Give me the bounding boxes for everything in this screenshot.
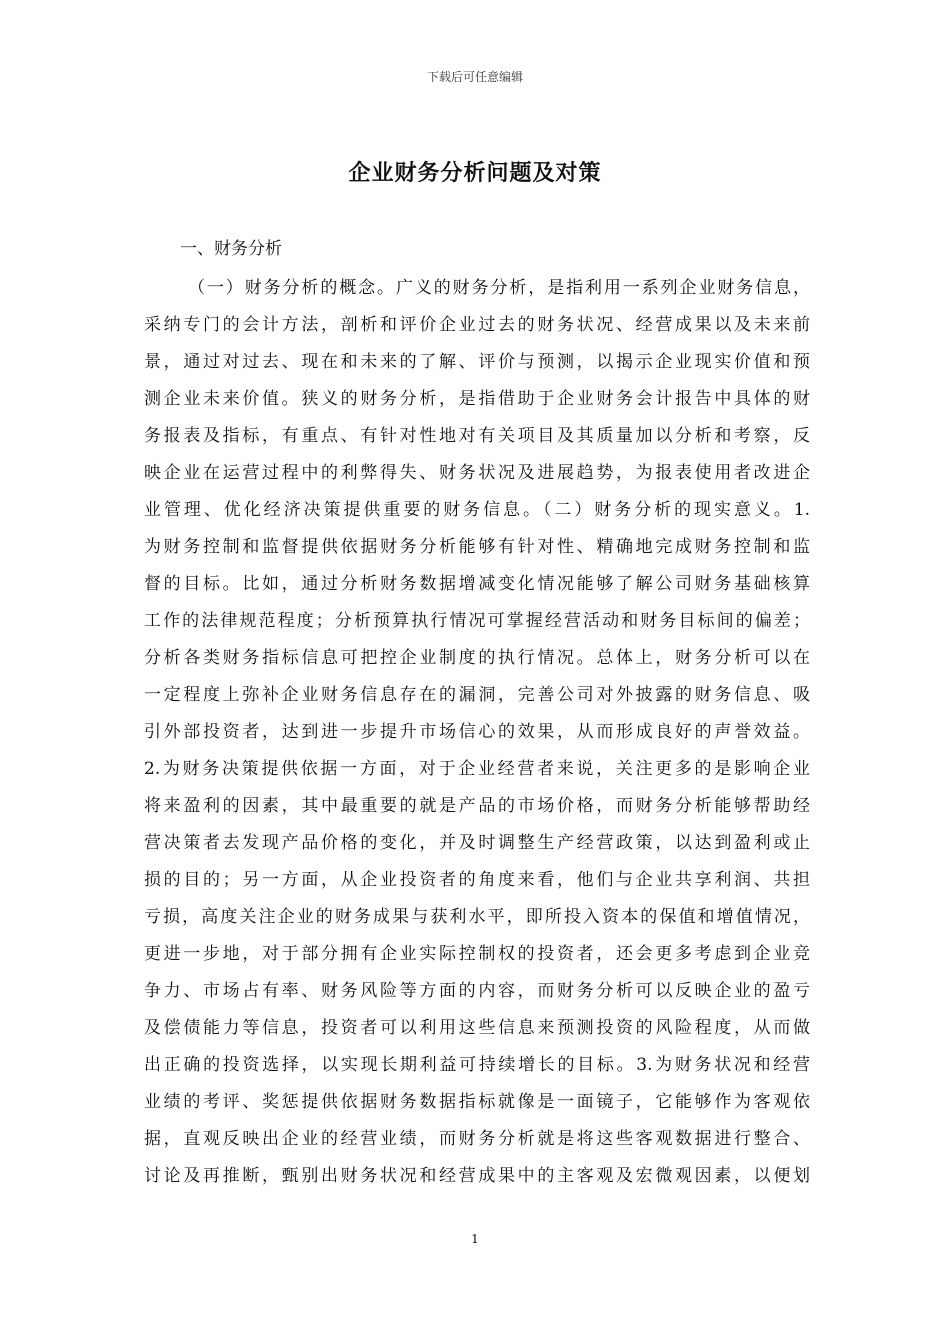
document-title: 企业财务分析问题及对策 <box>348 160 602 186</box>
body-line: 及偿债能力等信息，投资者可以利用这些信息来预测投资的风险程度，从而做 <box>144 1018 810 1038</box>
body-line: 亏损，高度关注企业的财务成果与获利水平，即所投入资本的保值和增值情况， <box>144 907 810 927</box>
body-line: 营决策者去发现产品价格的变化，并及时调整生产经营政策，以达到盈利或止 <box>144 833 810 853</box>
body-text <box>144 270 810 1195</box>
body-line: 督的目标。比如，通过分析财务数据增减变化情况能够了解公司财务基础核算 <box>144 574 810 594</box>
page-header-note: 下载后可任意编辑 <box>426 70 523 84</box>
body-line: 讨论及再推断，甄别出财务状况和经营成果中的主客观及宏微观因素，以便划 <box>144 1166 810 1186</box>
body-line: 分析各类财务指标信息可把控企业制度的执行情况。总体上，财务分析可以在 <box>144 648 810 668</box>
body-line: 映企业在运营过程中的利弊得失、财务状况及进展趋势，为报表使用者改进企 <box>144 463 810 483</box>
body-line: 业管理、优化经济决策提供重要的财务信息。（二）财务分析的现实意义。1. <box>144 500 810 520</box>
body-line: 一定程度上弥补企业财务信息存在的漏洞，完善公司对外披露的财务信息、吸 <box>144 685 810 705</box>
body-line: 引外部投资者，达到进一步提升市场信心的效果，从而形成良好的声誉效益。 <box>144 722 810 742</box>
body-line: 争力、市场占有率、财务风险等方面的内容，而财务分析可以反映企业的盈亏 <box>144 981 810 1001</box>
body-line: 景，通过对过去、现在和未来的了解、评价与预测，以揭示企业现实价值和预 <box>144 352 810 372</box>
body-line: 据，直观反映出企业的经营业绩，而财务分析就是将这些客观数据进行整合、 <box>144 1129 810 1149</box>
body-line: （一）财务分析的概念。广义的财务分析，是指利用一系列企业财务信息， <box>188 278 810 298</box>
body-line: 出正确的投资选择，以实现长期利益可持续增长的目标。3.为财务状况和经营 <box>144 1055 810 1075</box>
section-heading: 一、财务分析 <box>180 239 282 259</box>
body-line: 更进一步地，对于部分拥有企业实际控制权的投资者，还会更多考虑到企业竞 <box>144 944 810 964</box>
body-line: 2.为财务决策提供依据一方面，对于企业经营者来说，关注更多的是影响企业 <box>144 759 810 779</box>
body-line: 测企业未来价值。狭义的财务分析，是指借助于企业财务会计报告中具体的财 <box>144 389 810 409</box>
body-line: 为财务控制和监督提供依据财务分析能够有针对性、精确地完成财务控制和监 <box>144 537 810 557</box>
body-line: 业绩的考评、奖惩提供依据财务数据指标就像是一面镜子，它能够作为客观依 <box>144 1092 810 1112</box>
body-line: 务报表及指标，有重点、有针对性地对有关项目及其质量加以分析和考察，反 <box>144 426 810 446</box>
body-line: 采纳专门的会计方法，剖析和评价企业过去的财务状况、经营成果以及未来前 <box>144 315 810 335</box>
body-line: 将来盈利的因素，其中最重要的就是产品的市场价格，而财务分析能够帮助经 <box>144 796 810 816</box>
body-line: 工作的法律规范程度；分析预算执行情况可掌握经营活动和财务目标间的偏差； <box>144 611 810 631</box>
page-number: 1 <box>471 1232 479 1246</box>
body-line: 损的目的；另一方面，从企业投资者的角度来看，他们与企业共享利润、共担 <box>144 870 810 890</box>
